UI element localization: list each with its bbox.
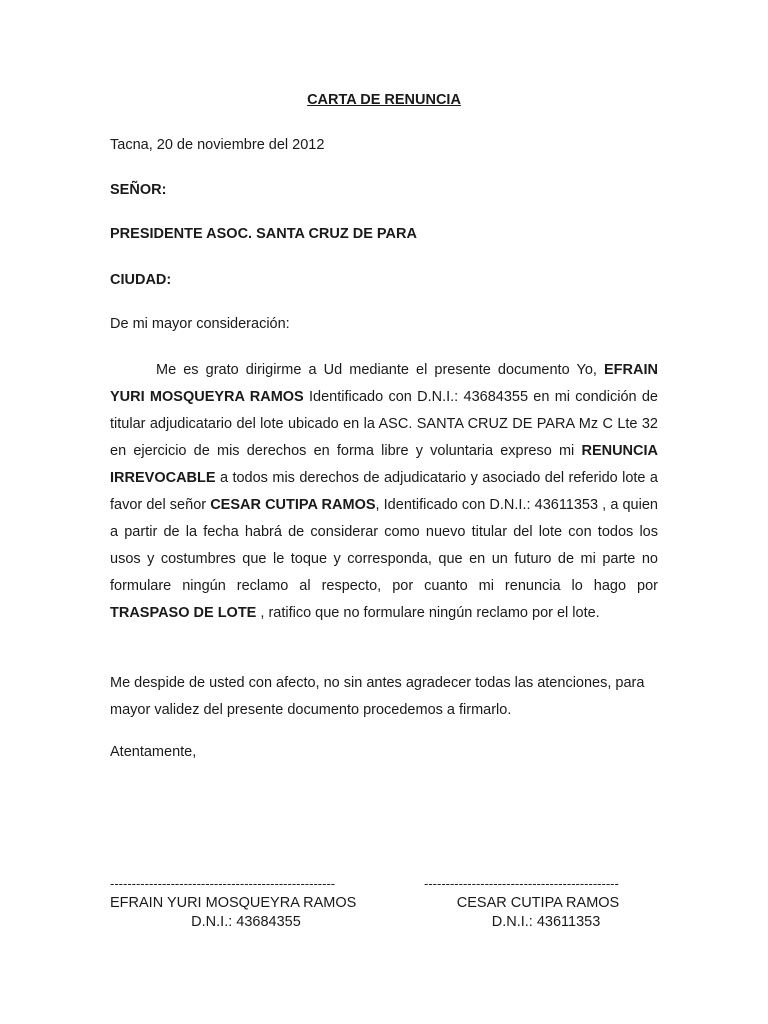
closing-paragraph: Me despide de usted con afecto, no sin antes agradecer todas las atenciones, para mayor validez del presente documento procedemos a firmarlo.	[110, 675, 645, 718]
body-part-3: , Identificado con D.N.I.: 43611353 , a quien a partir de la fecha habrá de considerar como nuevo titular del lote con todos los usos y costumbres que le toque y corresponda, que en un futuro de mi parte no formulare ningún reclamo al respecto, por cuanto mi renuncia lo hago por	[110, 497, 658, 594]
signature-line-left: ----------------------------------------------------	[110, 876, 336, 891]
signer-dni-left: D.N.I.: 43684355	[191, 914, 301, 930]
city-label: CIUDAD:	[110, 272, 172, 288]
signer-dni-right: D.N.I.: 43611353	[491, 914, 601, 930]
signature-line-right: ---------------------------------------------	[424, 876, 619, 891]
place-date: Tacna, 20 de noviembre del 2012	[110, 137, 325, 153]
resigner-name: EFRAIN YURI MOSQUEYRA RAMOS	[110, 362, 658, 405]
salutation: SEÑOR:	[110, 182, 167, 198]
body-end: , ratifico que no formulare ningún reclamo por el lote.	[256, 605, 600, 621]
letter-title: CARTA DE RENUNCIA	[307, 92, 461, 108]
signer-name-left: EFRAIN YURI MOSQUEYRA RAMOS	[110, 895, 357, 911]
traspaso-de-lote: TRASPASO DE LOTE	[110, 605, 257, 621]
renuncia-irrevocable: RENUNCIA IRREVOCABLE	[110, 443, 658, 486]
greeting: De mi mayor consideración:	[110, 316, 290, 332]
body-part-2: a todos mis derechos de adjudicatario y asociado del referido lote a favor del señor	[110, 470, 658, 513]
signer-name-right: CESAR CUTIPA RAMOS	[456, 895, 620, 911]
letter-body	[110, 357, 658, 627]
signoff: Atentamente,	[110, 744, 197, 760]
body-part-1: Identificado con D.N.I.: 43684355 en mi condición de titular adjudicatario del lote ubicado en la ASC. SANTA CRUZ DE PARA Mz C Lte 32 en ejercicio de mis derechos en forma libre y voluntaria expreso mi	[110, 389, 658, 459]
body-intro: Me es grato dirigirme a Ud mediante el presente documento Yo,	[156, 362, 605, 378]
beneficiary-name: CESAR CUTIPA RAMOS	[210, 497, 376, 513]
recipient: PRESIDENTE ASOC. SANTA CRUZ DE PARA	[110, 226, 417, 242]
